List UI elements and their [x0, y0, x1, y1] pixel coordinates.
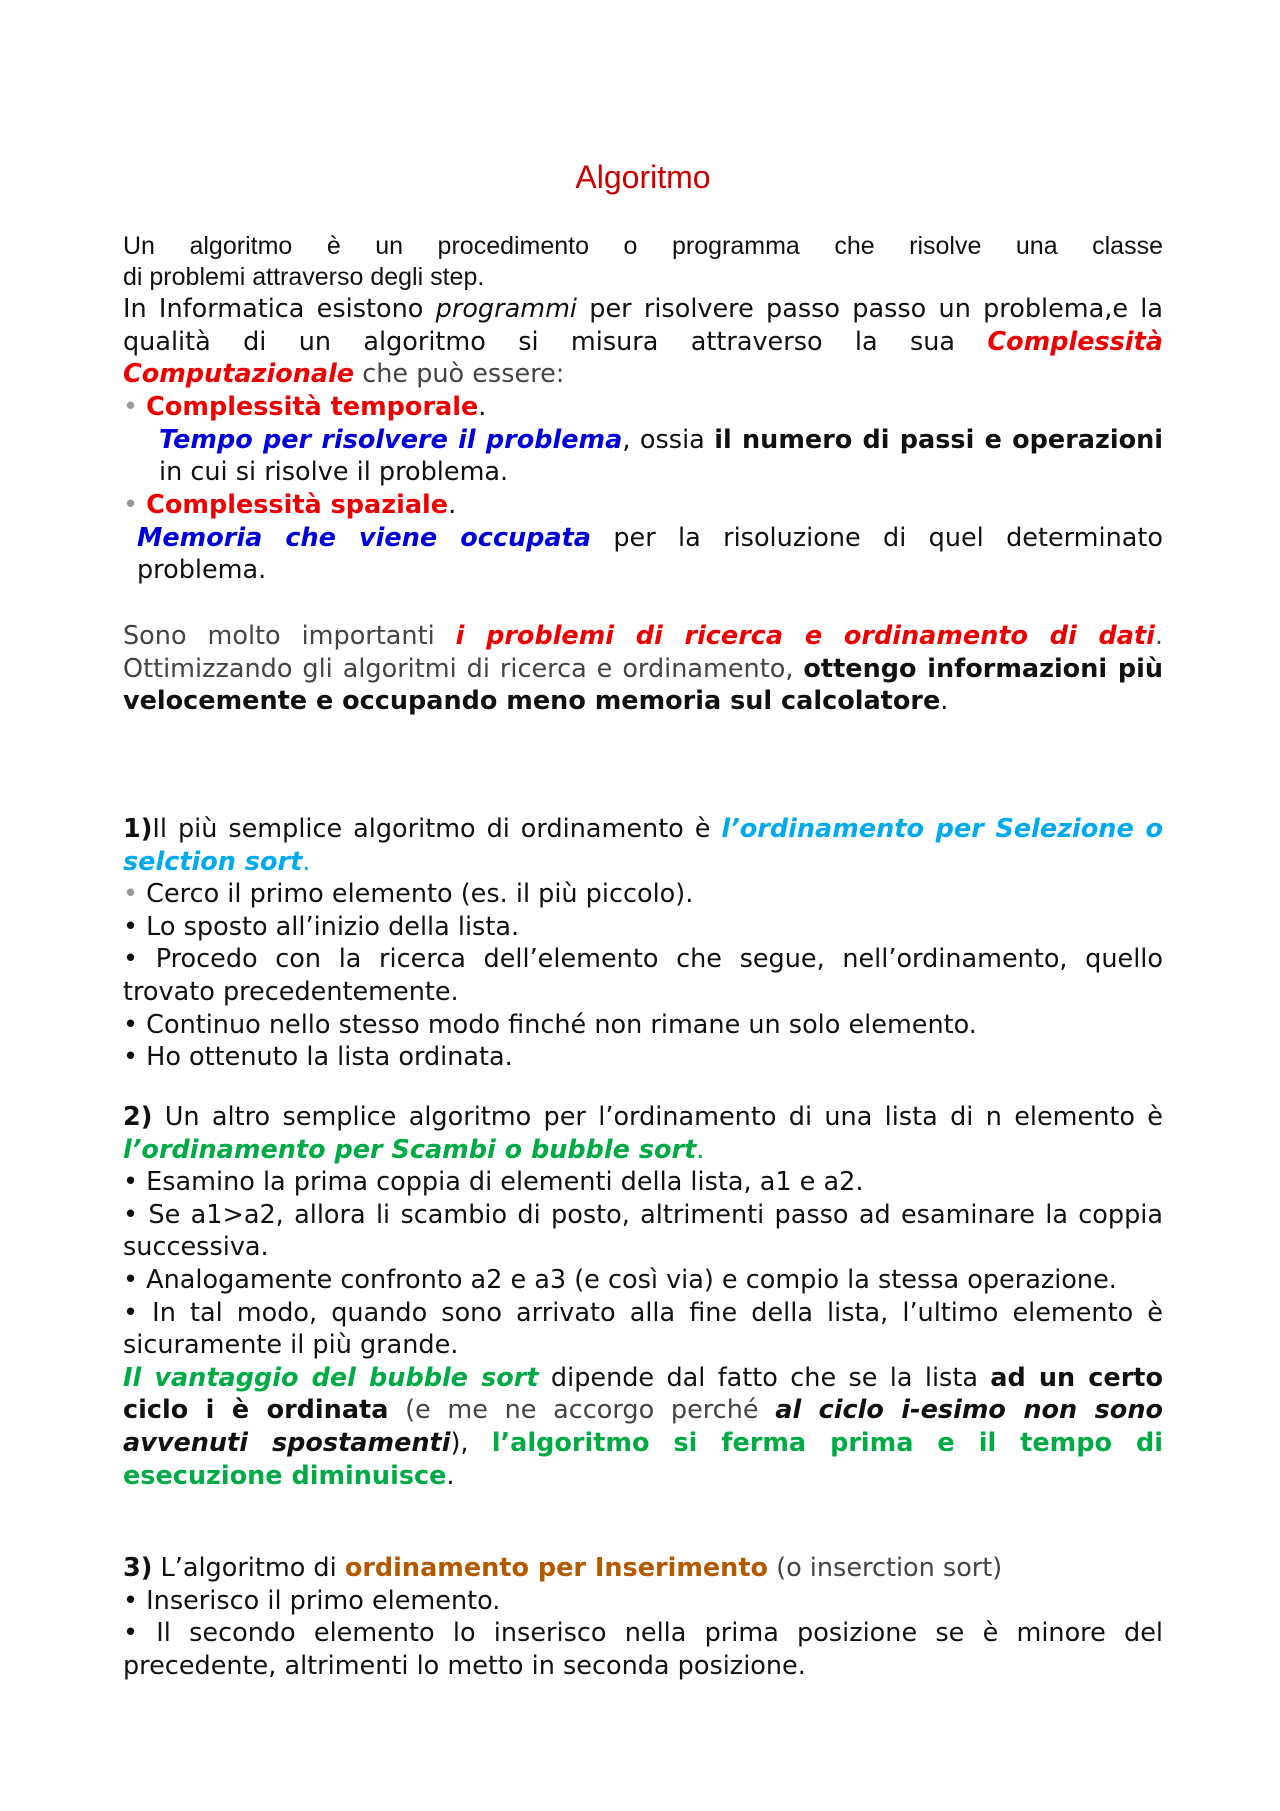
- definition-line-1: Un algoritmo è un procedimento o programma che risolve una classe: [123, 232, 1163, 260]
- spaziale-label: Complessità spaziale: [146, 490, 449, 520]
- selection-number: 1): [123, 814, 153, 844]
- complessita-computazionale: Complessità Computazionale: [123, 326, 1163, 390]
- definition-line-2: di problemi attraverso degli step.: [123, 263, 485, 291]
- list-item: • Analogamente confronto a2 e a3 (e così via) e compio la stessa operazione.: [123, 1264, 1117, 1295]
- bubble-sort-name: l’ordinamento per Scambi o bubble sort: [123, 1134, 697, 1165]
- list-item: • Se a1>a2, allora li scambio di posto, altrimenti passo ad esaminare la coppia successiva.: [123, 1199, 1163, 1263]
- list-item: • Lo sposto all’inizio della lista.: [123, 911, 520, 942]
- bubble-section: 2) Un altro semplice algoritmo per l’ordinamento di una lista di n elemento è l’ordinamento per Scambi o bubble sort. • Esamino la prima coppia di elementi della lista, a1 e a2. • Se a1>a2, allora li scambio di posto, altrimenti passo ad esaminare la coppia successiva. • Analogamente confronto a2 e a3 (e così via) e compio la stessa operazione. • In tal modo, quando sono arrivato alla fine della lista, l’ultimo elemento è sicuramente il più grande. Il vantaggio del bubble sort dipende dal fatto che se la lista ad un certo ciclo i è ordinata (e me ne accorgo perché al ciclo i-esimo non sono avvenuti spostamenti), l’algoritmo si ferma prima e il tempo di esecuzione diminuisce.: [123, 1102, 1164, 1491]
- programmi-text: programmi: [435, 294, 577, 324]
- temporale-bold: il numero di passi e operazioni: [714, 424, 1163, 455]
- temporale-section: • Complessità temporale. Tempo per risolvere il problema, ossia il numero di passi e operazioni in cui si risolve il problema.: [123, 392, 1163, 488]
- vantaggio-paragraph: Il vantaggio del bubble sort dipende dal fatto che se la lista ad un certo ciclo i è ordinata (e me ne accorgo perché al ciclo i-esimo non sono avvenuti spostamenti), l’algoritmo si ferma prima e il tempo di esecuzione diminuisce.: [123, 1362, 1164, 1491]
- bullet: •: [123, 490, 139, 520]
- spaziale-section: • Complessità spaziale. Memoria che viene occupata per la risoluzione di quel determinato problema.: [123, 490, 1163, 586]
- selection-section: 1)Il più semplice algoritmo di ordinamento è l’ordinamento per Selezione o selction sort. • Cerco il primo elemento (es. il più piccolo). • Lo sposto all’inizio della lista. • Procedo con la ricerca dell’elemento che segue, nell’ordinamento, quello trovato precedentemente. • Continuo nello stesso modo finché non rimane un solo elemento. • Ho ottenuto la lista ordinata.: [123, 814, 1163, 1073]
- insertion-number: 3): [123, 1553, 153, 1583]
- list-item: • In tal modo, quando sono arrivato alla fine della lista, l’ultimo elemento è sicuramente il più grande.: [123, 1297, 1163, 1361]
- bubble-number: 2): [123, 1102, 153, 1132]
- temporale-label: Complessità temporale: [146, 392, 479, 422]
- problemi-ricerca: i problemi di ricerca e ordinamento di dati: [455, 621, 1155, 651]
- page-title: Algoritmo: [575, 159, 711, 195]
- selection-sort-name: l’ordinamento per Selezione o selction sort: [123, 814, 1163, 877]
- list-item: • Ho ottenuto la lista ordinata.: [123, 1042, 513, 1073]
- list-item: • Il secondo elemento lo inserisco nella prima posizione se è minore del precedente, altrimenti lo metto in seconda posizione.: [123, 1618, 1163, 1681]
- list-item: • Procedo con la ricerca dell’elemento che segue, nell’ordinamento, quello trovato precedentemente.: [123, 944, 1163, 1007]
- list-item: • Continuo nello stesso modo finché non rimane un solo elemento.: [123, 1009, 977, 1040]
- insertion-sort-name: ordinamento per Inserimento: [344, 1553, 769, 1583]
- informatica-paragraph: In Informatica esistono programmi per risolvere passo passo un problema,e la qualità di un algoritmo si misura attraverso la sua Complessità Computazionale che può essere:: [123, 294, 1164, 390]
- definition-paragraph: [123, 231, 1163, 293]
- list-item: • Cerco il primo elemento (es. il più piccolo).: [123, 879, 694, 910]
- ottengo-bold: ottengo informazioni più velocemente e occupando meno memoria sul calcolatore: [123, 653, 1163, 717]
- list-item: • Inserisco il primo elemento.: [123, 1585, 501, 1616]
- temporale-desc-blue: Tempo per risolvere il problema: [159, 424, 623, 455]
- spaziale-desc-blue: Memoria che viene occupata: [137, 522, 592, 553]
- importanti-paragraph: Sono molto importanti i problemi di ricerca e ordinamento di dati. Ottimizzando gli algoritmi di ricerca e ordinamento, ottengo informazioni più velocemente e occupando meno memoria sul calcolatore.: [123, 621, 1164, 717]
- insertion-section: 3) L’algoritmo di ordinamento per Inserimento (o inserction sort) • Inserisco il primo elemento. • Il secondo elemento lo inserisco nella prima posizione se è minore del precedente, altrimenti lo metto in seconda posizione.: [123, 1553, 1163, 1681]
- bullet: •: [123, 392, 139, 422]
- list-item: • Esamino la prima coppia di elementi della lista, a1 e a2.: [123, 1167, 864, 1198]
